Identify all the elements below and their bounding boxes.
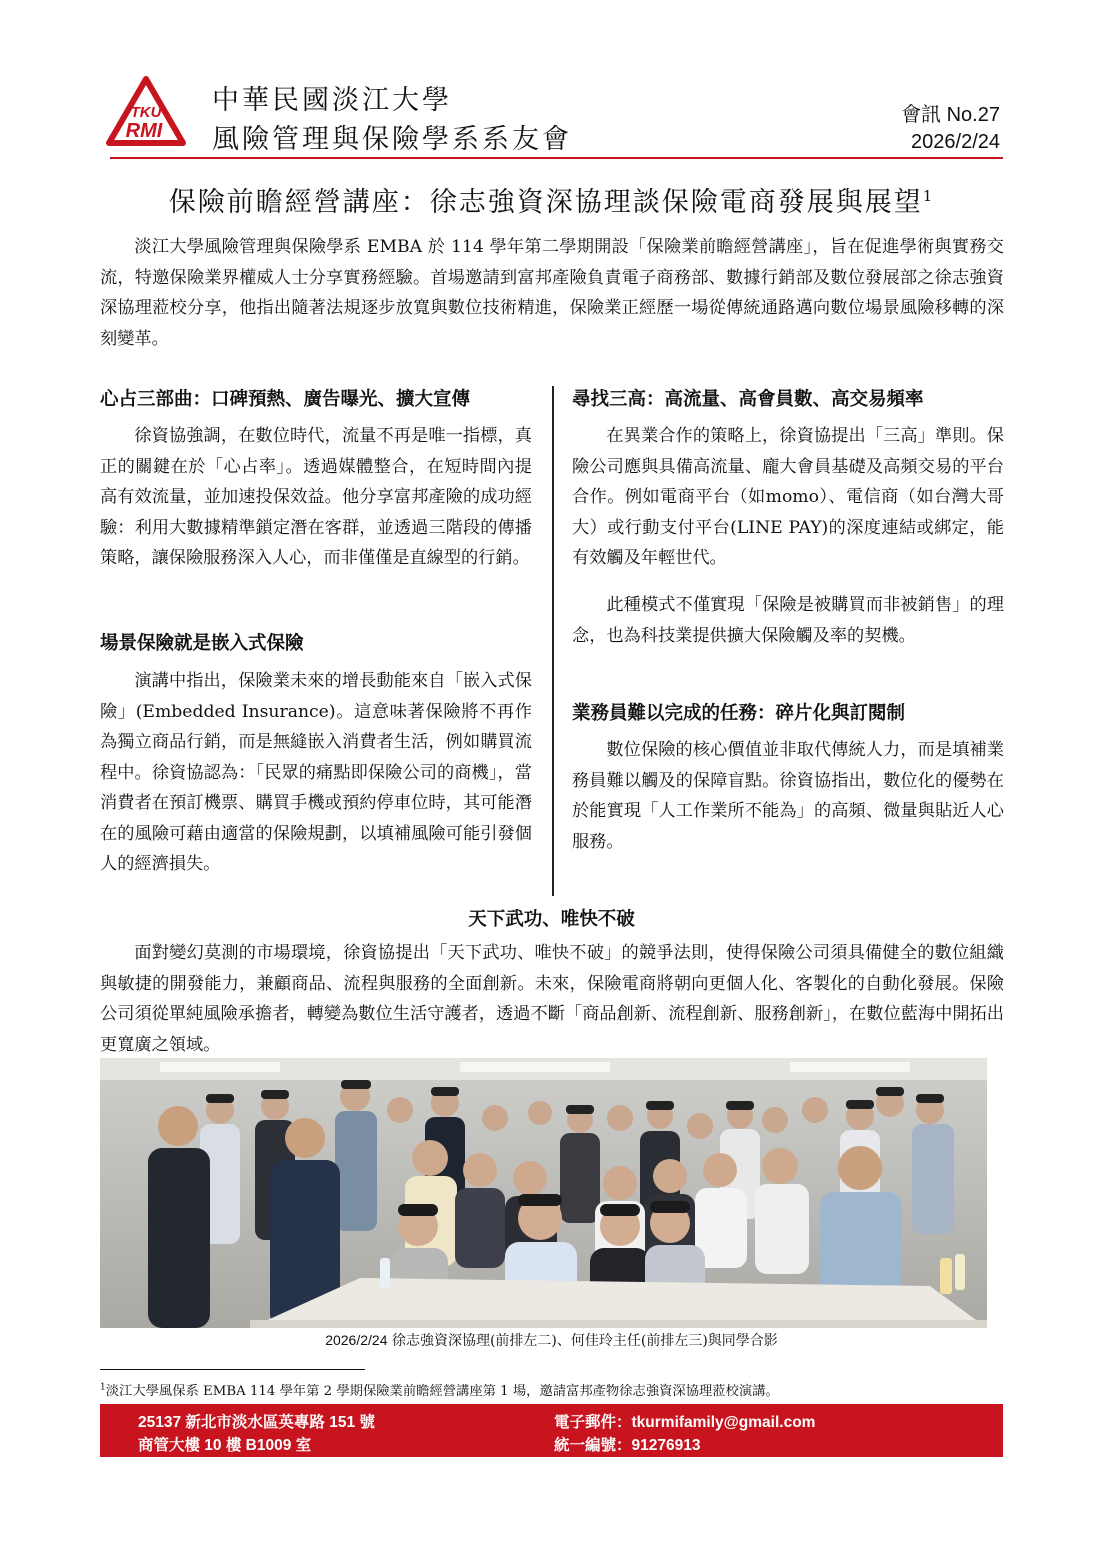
footer-bar — [100, 1404, 1003, 1457]
section-heading-three-highs: 尋找三高：高流量、高會員數、高交易頻率 — [572, 388, 924, 409]
org-name-line2: 風險管理與保險學系系友會 — [212, 124, 572, 155]
org-name-line1: 中華民國淡江大學 — [212, 85, 452, 116]
section-heading-subscription: 業務員難以完成的任務：碎片化與訂閱制 — [572, 702, 906, 723]
article-title — [0, 180, 1103, 219]
footnote — [100, 1380, 779, 1399]
column-divider — [552, 386, 554, 896]
footer-address-line2: 商管大樓 10 樓 B1009 室 — [138, 1437, 312, 1454]
issue-date: 2026/2/24 — [911, 131, 1000, 153]
section-heading-speed: 天下武功、唯快不破 — [468, 908, 635, 929]
logo-text-rmi: RMI — [125, 120, 163, 142]
footer-address-line1: 25137 新北市淡水區英專路 151 號 — [138, 1414, 375, 1431]
intro-paragraph: 淡江大學風險管理與保險學系 EMBA 於 114 學年第二學期開設「保險業前瞻經營講座」，旨在促進學術與實務交流，特邀保險業界權威人士分享實務經驗。首場邀請到富邦產險負責電子商務部、數據行銷部及數位發展部之徐志強資深協理蒞校分享，他指出隨著法規逐步放寬與數位技術精進，保險業正經歷一場從傳統通路邁向數位場景風險移轉的深刻變革。 — [100, 237, 1004, 349]
footnote-text: 淡江大學風保系 EMBA 114 學年第 2 學期保險業前瞻經營講座第 1 場，邀請富邦產物徐志強資深協理蒞校演講。 — [105, 1384, 779, 1399]
photo-caption — [0, 1330, 1103, 1350]
article-title-text: 保險前瞻經營講座：徐志強資深協理談保險電商發展與展望 — [168, 187, 923, 218]
footer-email[interactable]: 電子郵件：tkurmifamily@gmail.com — [554, 1414, 816, 1431]
title-footnote-mark: 1 — [922, 187, 935, 205]
section-heading-embedded-insurance: 場景保險就是嵌入式保險 — [100, 632, 304, 653]
section-heading-mindshare: 心占三部曲：口碑預熱、廣告曝光、擴大宣傳 — [100, 388, 471, 409]
caption-date: 2026/2/24 — [325, 1332, 388, 1348]
issue-number: 會訊 No.27 — [901, 104, 1000, 126]
logo-text-tku: TKU — [130, 104, 162, 121]
header-divider — [110, 157, 1003, 159]
group-photo — [100, 1058, 987, 1328]
tku-rmi-logo — [105, 75, 187, 147]
section-paragraph-three-highs: 在異業合作的策略上，徐資協提出「三高」準則。保險公司應與具備高流量、龐大會員基礎及高頻交易的平台合作。例如電商平台（如momo）、電信商（如台灣大哥大）或行動支付平台(LINE PAY)的深度連結或綁定，能有效觸及年輕世代。 — [572, 426, 1004, 568]
section-paragraph-mindshare: 徐資協強調，在數位時代，流量不再是唯一指標，真正的關鍵在於「心占率」。透過媒體整合，在短時間內提高有效流量，並加速投保效益。他分享富邦產險的成功經驗：利用大數據精準鎖定潛在客群，並透過三階段的傳播策略，讓保險服務深入人心，而非僅僅是直線型的行銷。 — [100, 426, 532, 568]
section-paragraph-three-highs-2: 此種模式不僅實現「保險是被購買而非被銷售」的理念，也為科技業提供擴大保險觸及率的契機。 — [572, 595, 1004, 646]
footer-tax-id: 統一編號：91276913 — [554, 1437, 701, 1454]
section-paragraph-speed: 面對變幻莫測的市場環境，徐資協提出「天下武功、唯快不破」的競爭法則，使得保險公司須具備健全的數位組織與敏捷的開發能力，兼顧商品、流程與服務的全面創新。未來，保險電商將朝向更個人化、客製化的自動化發展。保險公司須從單純風險承擔者，轉變為數位生活守護者，透過不斷「商品創新、流程創新、服務創新」，在數位藍海中開拓出更寬廣之領域。 — [100, 943, 1004, 1055]
footnote-rule — [100, 1369, 365, 1370]
footnote-mark: 1 — [100, 1382, 106, 1393]
section-paragraph-subscription: 數位保險的核心價值並非取代傳統人力，而是填補業務員難以觸及的保障盲點。徐資協指出，數位化的優勢在於能實現「人工作業所不能為」的高頻、微量與貼近人心服務。 — [572, 740, 1004, 852]
section-paragraph-embedded-insurance: 演講中指出，保險業未來的增長動能來自「嵌入式保險」(Embedded Insurance)。這意味著保險將不再作為獨立商品行銷，而是無縫嵌入消費者生活，例如購買流程中。徐資協認為：「民眾的痛點即保險公司的商機」，當消費者在預訂機票、購買手機或預約停車位時，其可能潛在的風險可藉由適當的保險規劃，以填補風險可能引發個人的經濟損失。 — [100, 671, 532, 874]
caption-text: 徐志強資深協理(前排左二)、何佳玲主任(前排左三)與同學合影 — [387, 1333, 778, 1349]
